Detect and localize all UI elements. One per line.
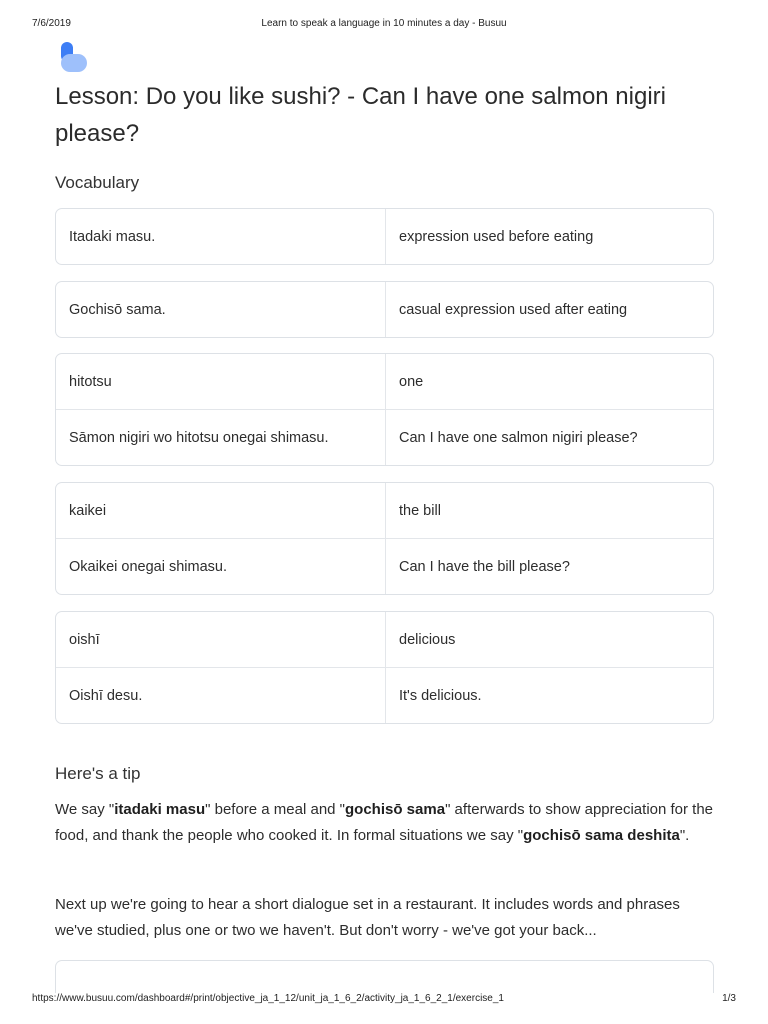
page-number: 1/3 (722, 993, 736, 1004)
vocab-term: Gochisō sama. (56, 282, 386, 337)
tip-heading: Here's a tip (55, 764, 141, 783)
vocab-row (56, 538, 713, 594)
print-header (0, 18, 768, 32)
vocab-card (55, 281, 714, 338)
vocab-row (56, 667, 713, 723)
tip-paragraph (55, 797, 720, 849)
vocab-meaning: Can I have the bill please? (399, 558, 570, 575)
vocab-row (56, 209, 713, 264)
tip-text: ". (679, 827, 690, 844)
vocab-meaning: It's delicious. (399, 687, 482, 704)
vocabulary-heading: Vocabulary (55, 173, 140, 192)
vocab-term: Okaikei onegai shimasu. (56, 539, 386, 594)
vocab-term: hitotsu (56, 354, 386, 409)
vocab-card (55, 482, 714, 595)
tip-text: " before a meal and " (205, 801, 346, 818)
vocab-row (56, 483, 713, 538)
vocab-card (55, 353, 714, 466)
vocab-meaning: one (399, 373, 424, 390)
dialogue-intro-paragraph: Next up we're going to hear a short dialogue set in a restaurant. It includes words and phrases we've studied, plus one or two we haven't. But don't worry - we've got your back... (55, 896, 680, 939)
vocab-row (56, 612, 713, 667)
busuu-logo-icon (59, 40, 89, 74)
vocab-row (56, 282, 713, 337)
vocab-meaning: delicious (399, 631, 456, 648)
vocab-meaning: Can I have one salmon nigiri please? (399, 429, 638, 446)
vocab-meaning: expression used before eating (399, 228, 594, 245)
vocab-card (55, 611, 714, 724)
vocab-term: kaikei (56, 483, 386, 538)
vocab-row (56, 409, 713, 465)
vocab-term: Sāmon nigiri wo hitotsu onegai shimasu. (56, 410, 386, 465)
vocab-term: Itadaki masu. (56, 209, 386, 264)
tip-bold-term: itadaki masu (114, 801, 206, 818)
tip-bold-term: gochisō sama deshita (523, 827, 680, 844)
print-footer (0, 993, 768, 1007)
vocab-term: oishī (56, 612, 386, 667)
vocab-meaning: the bill (399, 502, 441, 519)
tip-bold-term: gochisō sama (345, 801, 446, 818)
tip-text: We say " (55, 801, 115, 818)
lesson-title: Lesson: Do you like sushi? - Can I have one salmon nigiri please? (55, 83, 666, 147)
tip-text: " afterwards to show appreciation for the food, and thank the people who cooked it. In formal situations we say " (55, 801, 714, 844)
print-date: 7/6/2019 (32, 18, 71, 29)
print-page-title: Learn to speak a language in 10 minutes a day - Busuu (261, 18, 507, 29)
vocab-card (55, 208, 714, 265)
vocab-term: Oishī desu. (56, 668, 386, 723)
vocab-meaning: casual expression used after eating (399, 301, 628, 318)
print-url: https://www.busuu.com/dashboard#/print/objective_ja_1_12/unit_ja_1_6_2/activity_ja_1_6_2_1/exercise_1 (32, 993, 504, 1004)
vocab-row (56, 354, 713, 409)
